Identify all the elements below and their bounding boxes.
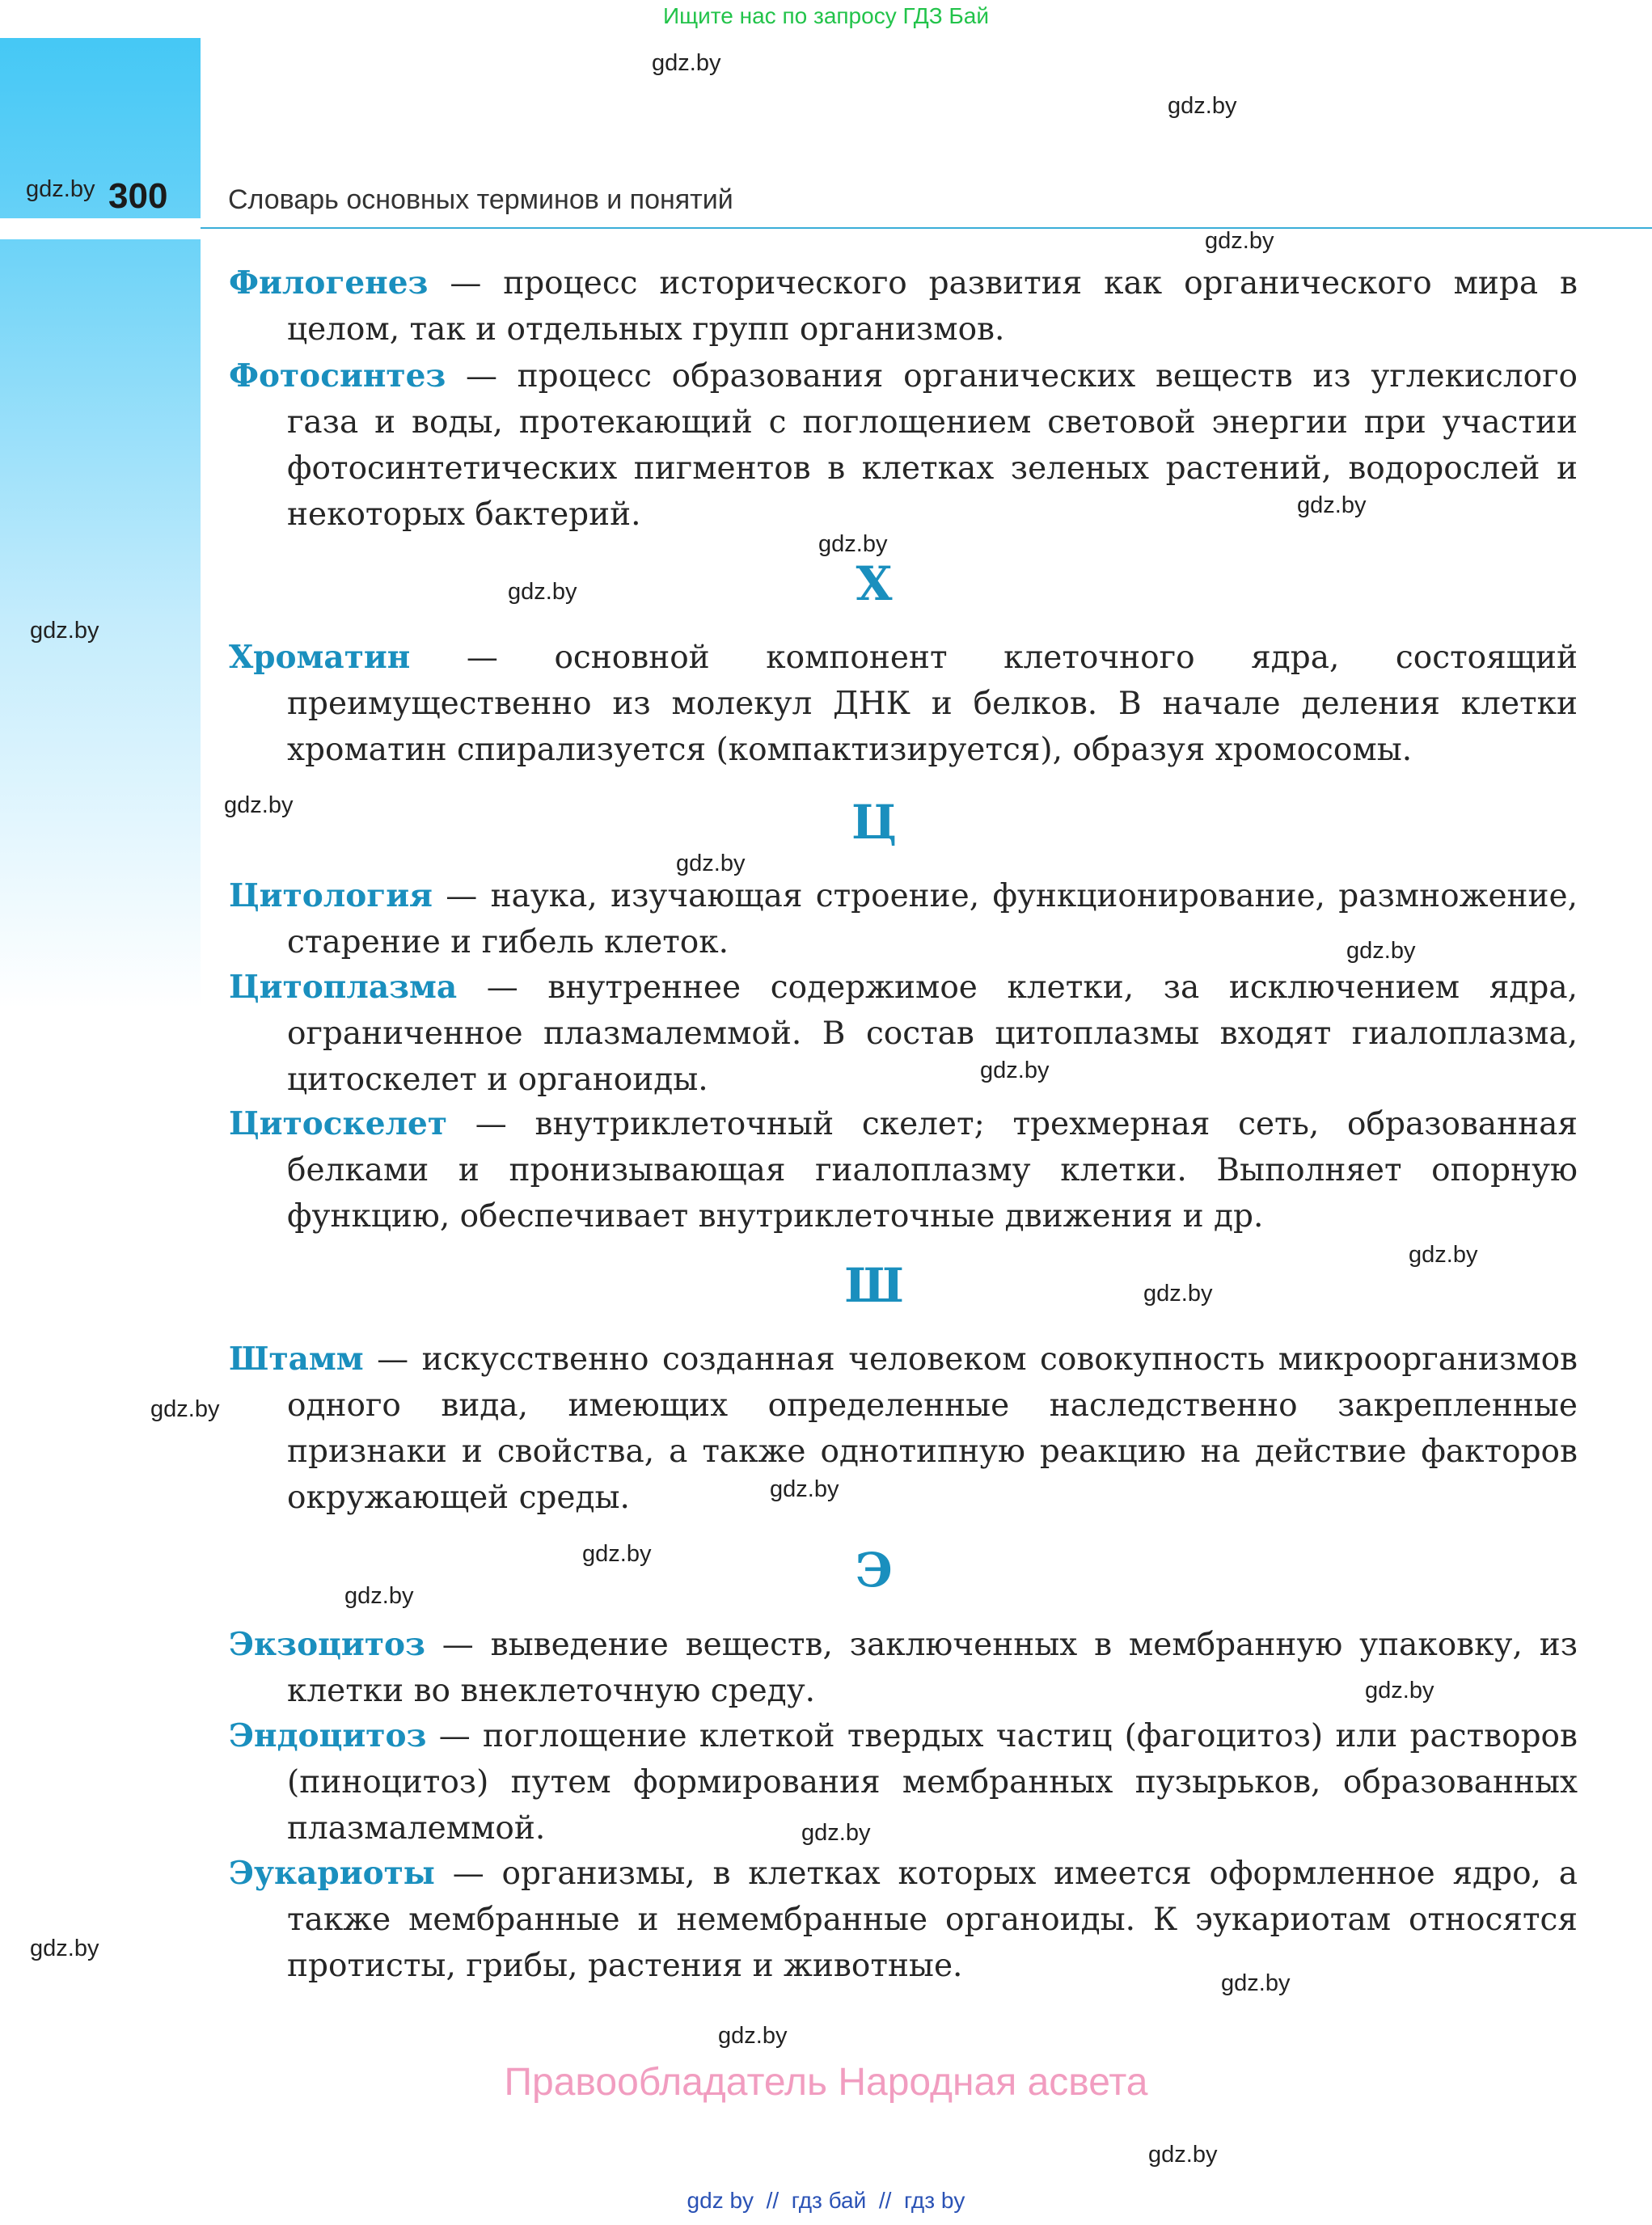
- watermark: gdz.by: [1221, 1970, 1291, 1996]
- section-letter: Э: [855, 1543, 894, 1598]
- entry-definition: — основной компонент клеточного ядра, состоящий преимущественно из молекул ДНК и белков. В начале деления клетки хроматин спирализуется (компактизируется), образуя хромосомы.: [287, 640, 1578, 768]
- footer-links: [0, 2188, 1652, 2214]
- watermark: gdz.by: [801, 1820, 871, 1846]
- watermark: gdz.by: [1365, 1678, 1434, 1704]
- watermark: gdz.by: [1205, 228, 1274, 254]
- search-banner[interactable]: Ищите нас по запросу ГДЗ Бай: [662, 3, 990, 28]
- section-letter: Ц: [851, 795, 898, 850]
- page-header-title: Словарь основных терминов и понятий: [228, 184, 733, 215]
- entry-term: Цитоскелет: [229, 1105, 447, 1142]
- watermark: gdz.by: [30, 1936, 99, 1961]
- glossary-entry: [229, 1101, 1578, 1239]
- watermark: gdz.by: [508, 579, 577, 605]
- footer-link[interactable]: gdz by: [687, 2188, 754, 2213]
- watermark: gdz.by: [344, 1583, 414, 1609]
- entry-definition: — организмы, в клетках которых имеется оформленное ядро, а также мембранные и немембранные органоиды. К эукариотам относятся протисты, грибы, растения и животные.: [287, 1856, 1578, 1984]
- entry-term: Экзоцитоз: [229, 1626, 425, 1663]
- header-rule: [201, 227, 1652, 229]
- glossary-entry: [229, 1713, 1578, 1851]
- copyright-notice: Правообладатель Народная асвета: [504, 2061, 1148, 2104]
- footer-link[interactable]: гдз бай: [791, 2188, 867, 2213]
- section-letter: Х: [856, 556, 893, 611]
- footer-separator: //: [878, 2188, 892, 2213]
- entry-definition: — внутреннее содержимое клетки, за исключением ядра, ограниченное плазмалеммой. В состав цитоплазмы входят гиалоплазма, цитоскелет и органоиды.: [287, 969, 1578, 1098]
- watermark: gdz.by: [1168, 93, 1237, 119]
- entry-definition: — выведение веществ, заключенных в мембранную упаковку, из клетки во внеклеточную среду.: [287, 1627, 1578, 1709]
- glossary-entry: [229, 965, 1578, 1103]
- glossary-entry: [229, 260, 1578, 353]
- entry-definition: — искусственно созданная человеком совокупность микроорганизмов одного вида, имеющих определенные наследственно закрепленные признаки и свойства, а также однотипную реакцию на действие факторов окружающей среды.: [287, 1341, 1578, 1516]
- footer-separator: //: [766, 2188, 780, 2213]
- entry-definition: — наука, изучающая строение, функционирование, размножение, старение и гибель клеток.: [287, 878, 1578, 961]
- glossary-entry: [229, 1851, 1578, 1989]
- footer-link[interactable]: гдз by: [903, 2188, 965, 2213]
- entry-term: Филогенез: [229, 264, 429, 302]
- watermark: gdz.by: [1346, 938, 1416, 964]
- section-letter: Ш: [844, 1258, 904, 1313]
- watermark: gdz.by: [676, 851, 746, 876]
- entry-definition: — поглощение клеткой твердых частиц (фагоцитоз) или растворов (пиноцитоз) путем формирования мембранных пузырьков, образованных плазмалеммой.: [287, 1718, 1578, 1847]
- header-logo: gdz.by: [26, 176, 95, 202]
- watermark: gdz.by: [582, 1541, 652, 1567]
- entry-definition: — процесс образования органических веществ из углекислого газа и воды, протекающий с поглощением световой энергии при участии фотосинтетических пигментов в клетках зеленых растений, водорослей и некоторых бактерий.: [287, 358, 1578, 533]
- glossary-entry: [229, 1336, 1578, 1521]
- entry-definition: — процесс исторического развития как органического мира в целом, так и отдельных групп организмов.: [287, 265, 1578, 348]
- watermark: gdz.by: [1148, 2142, 1218, 2168]
- watermark: gdz.by: [718, 2023, 788, 2049]
- glossary-entry: [229, 635, 1578, 773]
- watermark: gdz.by: [770, 1476, 839, 1502]
- entry-term: Эукариоты: [229, 1855, 435, 1892]
- side-bar-gap: [0, 218, 201, 239]
- entry-term: Цитоплазма: [229, 969, 458, 1006]
- entry-term: Цитология: [229, 877, 433, 914]
- watermark: gdz.by: [652, 50, 721, 76]
- page-number: 300: [108, 176, 168, 216]
- entry-term: Штамм: [229, 1340, 364, 1378]
- entry-term: Фотосинтез: [229, 357, 446, 395]
- watermark: gdz.by: [1143, 1281, 1213, 1307]
- watermark: gdz.by: [150, 1396, 220, 1422]
- watermark: gdz.by: [224, 792, 294, 818]
- watermark: gdz.by: [818, 531, 888, 557]
- glossary-entry: [229, 353, 1578, 538]
- watermark: gdz.by: [980, 1058, 1050, 1083]
- watermark: gdz.by: [1409, 1242, 1478, 1268]
- entry-definition: — внутриклеточный скелет; трехмерная сеть, образованная белками и пронизывающая гиалоплазму клетки. Выполняет опорную функцию, обеспечивает внутриклеточные движения и др.: [287, 1106, 1578, 1235]
- entry-term: Эндоцитоз: [229, 1717, 427, 1754]
- watermark: gdz.by: [1297, 492, 1367, 518]
- entry-term: Хроматин: [229, 639, 411, 676]
- watermark: gdz.by: [30, 618, 99, 644]
